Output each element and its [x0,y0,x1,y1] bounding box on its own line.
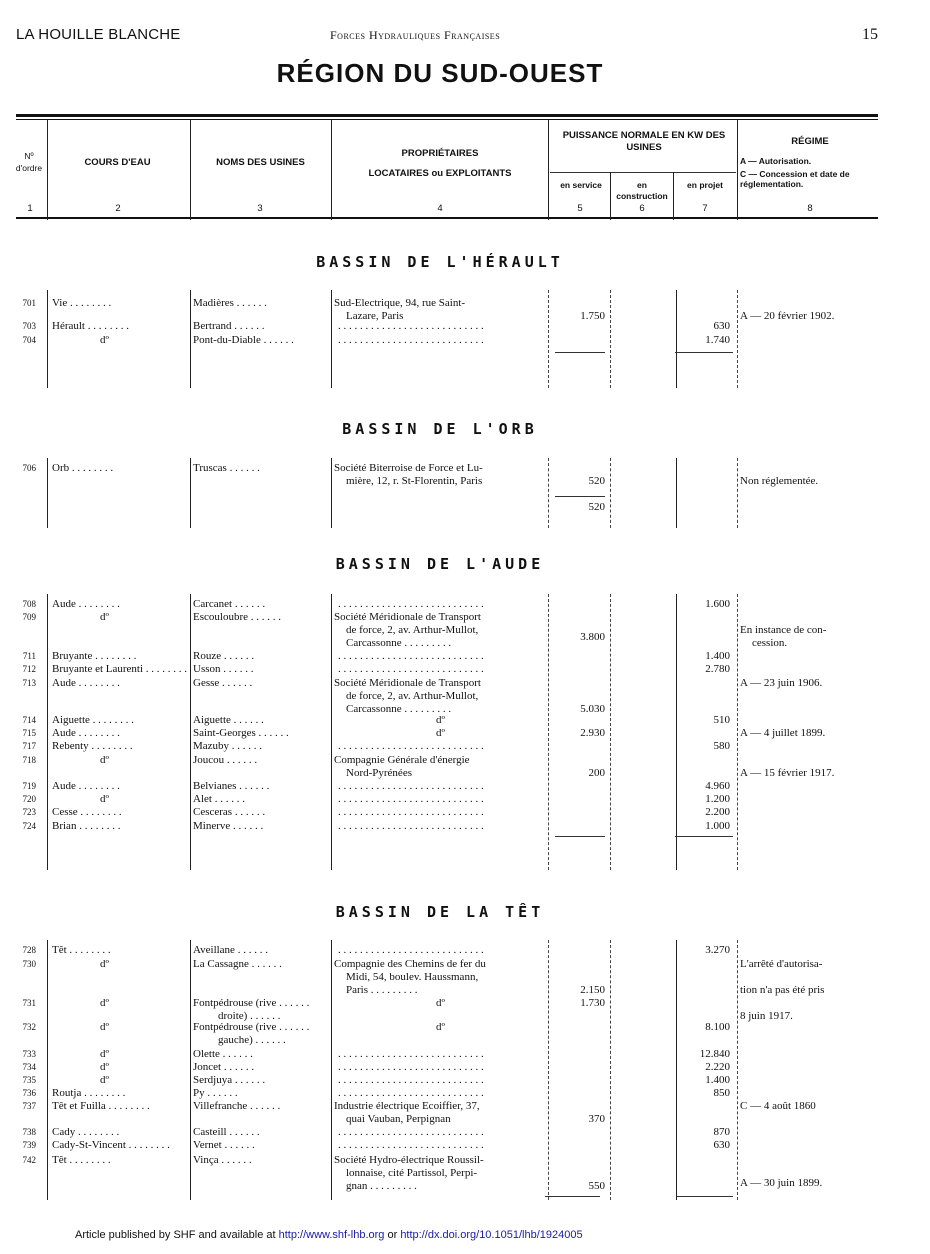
footer-link-doi[interactable]: http://dx.doi.org/10.1051/lhb/1924005 [400,1229,583,1241]
usine-name-cont: gauche) . . . . . . [218,1034,286,1046]
cours-eau: Routja . . . . . . . . [52,1087,126,1099]
usine-name: Aiguette . . . . . . [193,714,264,726]
proprietaire: dº [436,714,445,726]
puissance-service: 550 [588,1180,605,1192]
row-number: 733 [22,1049,36,1059]
puissance-projet: 1.600 [705,598,730,610]
dotted-leader: . . . . . . . . . . . . . . . . . . . . . . . . . . . [338,793,484,805]
puissance-projet: 1.740 [705,334,730,346]
column-divider [190,458,191,528]
usine-name: Alet . . . . . . [193,793,245,805]
puissance-service: 200 [588,767,605,779]
basin-aude-heading: BASSIN DE L'AUDE [335,555,545,573]
col-construction: en construction [616,180,668,201]
puissance-projet: 2.200 [705,806,730,818]
proprietaire-cont: Paris . . . . . . . . . [346,984,418,996]
puissance-service: 370 [588,1113,605,1125]
cours-eau: dº [100,997,109,1009]
dotted-leader: . . . . . . . . . . . . . . . . . . . . . . . . . . . [338,806,484,818]
puissance-service: 1.750 [580,310,605,322]
col-regime: RÉGIME [791,136,829,147]
regime-text-cont: tion n'a pas été pris [740,984,825,996]
puissance-projet: 1.000 [705,820,730,832]
usine-name: Villefranche . . . . . . [193,1100,281,1112]
cours-eau: dº [100,1021,109,1033]
row-number: 730 [22,959,36,969]
puissance-projet: 510 [713,714,730,726]
cours-eau: Têt et Fuilla . . . . . . . . [52,1100,150,1112]
regime-text: A — 4 juillet 1899. [740,727,826,739]
usine-name: Fontpédrouse (rive . . . . . . [193,1021,310,1033]
column-divider [610,940,611,1200]
dotted-leader: . . . . . . . . . . . . . . . . . . . . . . . . . . . [338,740,484,752]
cours-eau: Rebenty . . . . . . . . [52,740,133,752]
cours-eau: Hérault . . . . . . . . [52,320,129,332]
column-divider [47,290,48,388]
column-divider [737,458,738,528]
cours-eau: Vie . . . . . . . . [52,297,112,309]
col-puissance: PUISSANCE NORMALE EN KW DES USINES [562,130,726,153]
regime-text: L'arrêté d'autorisa- [740,958,823,970]
puissance-service: 520 [588,475,605,487]
regime-a: A — Autorisation. [740,156,812,166]
usine-name: Pont-du-Diable . . . . . . [193,334,294,346]
row-number: 737 [22,1101,36,1111]
page-title: RÉGION DU SUD-OUEST [276,58,604,88]
col-num-7: 7 [702,203,708,214]
proprietaire: Sud-Electrique, 94, rue Saint- [334,297,466,309]
puissance-service: 5.030 [580,703,605,715]
row-number: 713 [22,678,36,688]
cours-eau: Brian . . . . . . . . [52,820,121,832]
row-number: 709 [22,612,36,622]
page-number: 15 [862,26,878,43]
dotted-leader: . . . . . . . . . . . . . . . . . . . . . . . . . . . [338,334,484,346]
row-number: 738 [22,1127,36,1137]
row-number: 724 [22,821,36,831]
dotted-leader: . . . . . . . . . . . . . . . . . . . . . . . . . . . [338,1126,484,1138]
usine-name: Casteill . . . . . . [193,1126,260,1138]
regime-text: Non réglementée. [740,475,819,487]
proprietaire: Industrie électrique Ecoiffier, 37, [334,1100,480,1112]
column-divider [737,940,738,1200]
row-number: 719 [22,781,36,791]
regime-text: A — 23 juin 1906. [740,677,823,689]
usine-name: La Cassagne . . . . . . [193,958,282,970]
footer [75,1229,583,1241]
puissance-projet: 3.270 [705,944,730,956]
puissance-projet: 630 [713,320,730,332]
col-cours: COURS D'EAU [84,157,151,168]
hdr-divider [47,120,48,220]
proprietaire-cont: mière, 12, r. St-Florentin, Paris [346,475,483,487]
footer-or: or [384,1229,401,1241]
proprietaire: Compagnie des Chemins de fer du [334,958,486,970]
dotted-leader: . . . . . . . . . . . . . . . . . . . . . . . . . . . [338,780,484,792]
puissance-service: 3.800 [580,631,605,643]
column-divider [610,290,611,388]
col-num-2: 2 [115,203,121,214]
puissance-projet: 580 [713,740,730,752]
usine-name: Aveillane . . . . . . [193,944,268,956]
column-divider [737,290,738,388]
col-num-5: 5 [577,203,583,214]
dotted-leader: . . . . . . . . . . . . . . . . . . . . . . . . . . . [338,663,484,675]
cours-eau: Aude . . . . . . . . [52,598,120,610]
col-num-4: 4 [437,203,443,214]
regime-text: A — 20 février 1902. [740,310,835,322]
column-divider [190,940,191,1200]
proprietaire: dº [436,727,445,739]
proprietaire-cont: gnan . . . . . . . . . [346,1180,417,1192]
puissance-projet: 8.100 [705,1021,730,1033]
total-rule [555,352,605,353]
puissance-projet: 1.200 [705,793,730,805]
usine-name: Usson . . . . . . [193,663,254,675]
puissance-service: 2.150 [580,984,605,996]
proprietaire: Société Biterroise de Force et Lu- [334,462,483,474]
puissance-projet: 1.400 [705,1074,730,1086]
column-divider [737,594,738,870]
cours-eau: Bruyante et Laurenti . . . . . . . . [52,663,188,675]
usine-name: Mazuby . . . . . . [193,740,263,752]
proprietaire-cont: Carcassonne . . . . . . . . . [346,703,452,715]
usine-name-cont: droite) . . . . . . [218,1010,281,1022]
footer-text: Article published by SHF and available at [75,1229,279,1241]
row-number: 736 [22,1088,36,1098]
dotted-leader: . . . . . . . . . . . . . . . . . . . . . . . . . . . [338,944,484,956]
puissance-projet: 630 [713,1139,730,1151]
row-number: 701 [22,298,36,308]
row-number: 717 [22,741,36,751]
usine-name: Escouloubre . . . . . . [193,611,281,623]
row-number: 708 [22,599,36,609]
column-divider [610,594,611,870]
top-rule-thin [16,119,878,120]
column-divider [610,458,611,528]
column-divider [548,458,549,528]
usine-name: Minerve . . . . . . [193,820,264,832]
hdr-divider [610,172,611,220]
regime-text: A — 30 juin 1899. [740,1177,823,1189]
usine-name: Joncet . . . . . . [193,1061,255,1073]
regime-text: En instance de con- [740,624,827,636]
row-number: 734 [22,1062,36,1072]
cours-eau: Têt . . . . . . . . [52,944,111,956]
proprietaire-cont: de force, 2, av. Arthur-Mullot, [346,624,479,636]
journal-name: LA HOUILLE BLANCHE [16,26,181,43]
row-number: 739 [22,1140,36,1150]
basin-herault-heading: BASSIN DE L'HÉRAULT [316,253,564,271]
col-num-8: 8 [807,203,813,214]
regime-text-cont: 8 juin 1917. [740,1010,793,1022]
usine-name: Saint-Georges . . . . . . [193,727,289,739]
usine-name: Olette . . . . . . [193,1048,253,1060]
col-proprietaires: PROPRIÉTAIRES [401,148,479,159]
col-num-1: 1 [27,203,33,214]
proprietaire: Société Méridionale de Transport [334,611,481,623]
cours-eau: Cady-St-Vincent . . . . . . . . [52,1139,170,1151]
column-divider [331,290,332,388]
proprietaire-cont: lonnaise, cité Partissol, Perpi- [346,1167,478,1179]
row-number: 703 [22,321,36,331]
puissance-service: 2.930 [580,727,605,739]
row-number: 720 [22,794,36,804]
header-bottom-rule [16,217,878,219]
hdr-divider [331,120,332,220]
hdr-divider [737,120,738,220]
cours-eau: dº [100,1061,109,1073]
usine-name: Truscas . . . . . . [193,462,260,474]
row-number: 706 [22,463,36,473]
dotted-leader: . . . . . . . . . . . . . . . . . . . . . . . . . . . [338,650,484,662]
cours-eau: Orb . . . . . . . . [52,462,114,474]
column-divider [47,594,48,870]
cours-eau: Cesse . . . . . . . . [52,806,122,818]
dotted-leader: . . . . . . . . . . . . . . . . . . . . . . . . . . . [338,1061,484,1073]
cours-eau: Aude . . . . . . . . [52,677,120,689]
cours-eau: dº [100,793,109,805]
column-divider [548,594,549,870]
proprietaire-cont: Lazare, Paris [346,310,404,322]
column-divider [548,290,549,388]
puissance-projet: 2.220 [705,1061,730,1073]
total-rule [555,836,605,837]
usine-name: Cesceras . . . . . . [193,806,266,818]
proprietaire: Société Hydro-électrique Roussil- [334,1154,484,1166]
usine-name: Madières . . . . . . [193,297,267,309]
proprietaire-cont: quai Vauban, Perpignan [346,1113,451,1125]
column-divider [331,458,332,528]
row-number: 712 [22,664,36,674]
proprietaire-cont: Midi, 54, boulev. Haussmann, [346,971,479,983]
puissance-projet: 1.400 [705,650,730,662]
basin-orb-heading: BASSIN DE L'ORB [342,420,538,438]
usine-name: Carcanet . . . . . . [193,598,266,610]
dotted-leader: . . . . . . . . . . . . . . . . . . . . . . . . . . . [338,598,484,610]
col-usines: NOMS DES USINES [216,157,305,168]
column-divider [190,594,191,870]
row-number: 704 [22,335,36,345]
column-divider [47,458,48,528]
dotted-leader: . . . . . . . . . . . . . . . . . . . . . . . . . . . [338,1074,484,1086]
puissance-total: 520 [588,501,605,513]
puissance-projet: 850 [713,1087,730,1099]
usine-name: Rouze . . . . . . [193,650,255,662]
dotted-leader: . . . . . . . . . . . . . . . . . . . . . . . . . . . [338,1048,484,1060]
cours-eau: Cady . . . . . . . . [52,1126,120,1138]
total-rule [555,496,605,497]
column-divider [331,940,332,1200]
usine-name: Serdjuya . . . . . . [193,1074,266,1086]
total-rule [675,352,733,353]
usine-name: Belvianes . . . . . . [193,780,270,792]
proprietaire: dº [436,1021,445,1033]
usine-name: Bertrand . . . . . . [193,320,265,332]
regime-text-cont: cession. [752,637,788,649]
dotted-leader: . . . . . . . . . . . . . . . . . . . . . . . . . . . [338,1139,484,1151]
regime-text: C — 4 août 1860 [740,1100,816,1112]
proprietaire: Société Méridionale de Transport [334,677,481,689]
row-number: 715 [22,728,36,738]
row-number: 714 [22,715,36,725]
proprietaire: Compagnie Générale d'énergie [334,754,470,766]
cours-eau: dº [100,754,109,766]
row-number: 718 [22,755,36,765]
row-number: 735 [22,1075,36,1085]
usine-name: Fontpédrouse (rive . . . . . . [193,997,310,1009]
cours-eau: Têt . . . . . . . . [52,1154,111,1166]
cours-eau: Aude . . . . . . . . [52,780,120,792]
row-number: 711 [22,651,36,661]
cours-eau: dº [100,334,109,346]
row-number: 732 [22,1022,36,1032]
cours-eau: dº [100,958,109,970]
puissance-underline [550,172,736,173]
proprietaire: dº [436,997,445,1009]
hdr-divider [548,120,549,220]
column-divider [190,290,191,388]
regime-text: A — 15 février 1917. [740,767,835,779]
cours-eau: Bruyante . . . . . . . . [52,650,137,662]
proprietaire-cont: de force, 2, av. Arthur-Mullot, [346,690,479,702]
puissance-projet: 4.960 [705,780,730,792]
col-num-3: 3 [257,203,263,214]
regime-c: C — Concession et date de réglementation. [740,169,850,189]
usine-name: Gesse . . . . . . [193,677,253,689]
puissance-projet: 12.840 [699,1048,730,1060]
col-ordre: Nº d'ordre [15,151,43,173]
dotted-leader: . . . . . . . . . . . . . . . . . . . . . . . . . . . [338,320,484,332]
footer-link-shf[interactable]: http://www.shf-lhb.org [278,1229,385,1241]
total-rule [677,1196,733,1197]
column-divider [676,458,677,528]
puissance-service: 1.730 [580,997,605,1009]
col-service: en service [560,180,602,190]
column-divider [47,940,48,1200]
cours-eau: Aiguette . . . . . . . . [52,714,134,726]
section-name: Forces Hydrauliques Françaises [330,28,501,42]
cours-eau: dº [100,1048,109,1060]
row-number: 742 [22,1155,36,1165]
usine-name: Vinça . . . . . . [193,1154,252,1166]
row-number: 723 [22,807,36,817]
col-num-6: 6 [639,203,645,214]
row-number: 731 [22,998,36,1008]
total-rule [675,836,733,837]
puissance-projet: 870 [713,1126,730,1138]
total-rule [545,1196,600,1197]
hdr-divider [673,172,674,220]
column-divider [331,594,332,870]
cours-eau: Aude . . . . . . . . [52,727,120,739]
usine-name: Joucou . . . . . . [193,754,258,766]
usine-name: Vernet . . . . . . [193,1139,255,1151]
column-divider [548,940,549,1200]
col-locataires: LOCATAIRES ou EXPLOITANTS [368,168,512,179]
dotted-leader: . . . . . . . . . . . . . . . . . . . . . . . . . . . [338,1087,484,1099]
hdr-divider [190,120,191,220]
proprietaire-cont: Carcassonne . . . . . . . . . [346,637,452,649]
row-number: 728 [22,945,36,955]
puissance-projet: 2.780 [705,663,730,675]
basin-tet-heading: BASSIN DE LA TÊT [335,903,545,921]
cours-eau: dº [100,1074,109,1086]
top-rule [16,114,878,117]
proprietaire-cont: Nord-Pyrénées [346,767,412,779]
col-projet: en projet [687,180,723,190]
dotted-leader: . . . . . . . . . . . . . . . . . . . . . . . . . . . [338,820,484,832]
usine-name: Py . . . . . . [193,1087,238,1099]
cours-eau: dº [100,611,109,623]
